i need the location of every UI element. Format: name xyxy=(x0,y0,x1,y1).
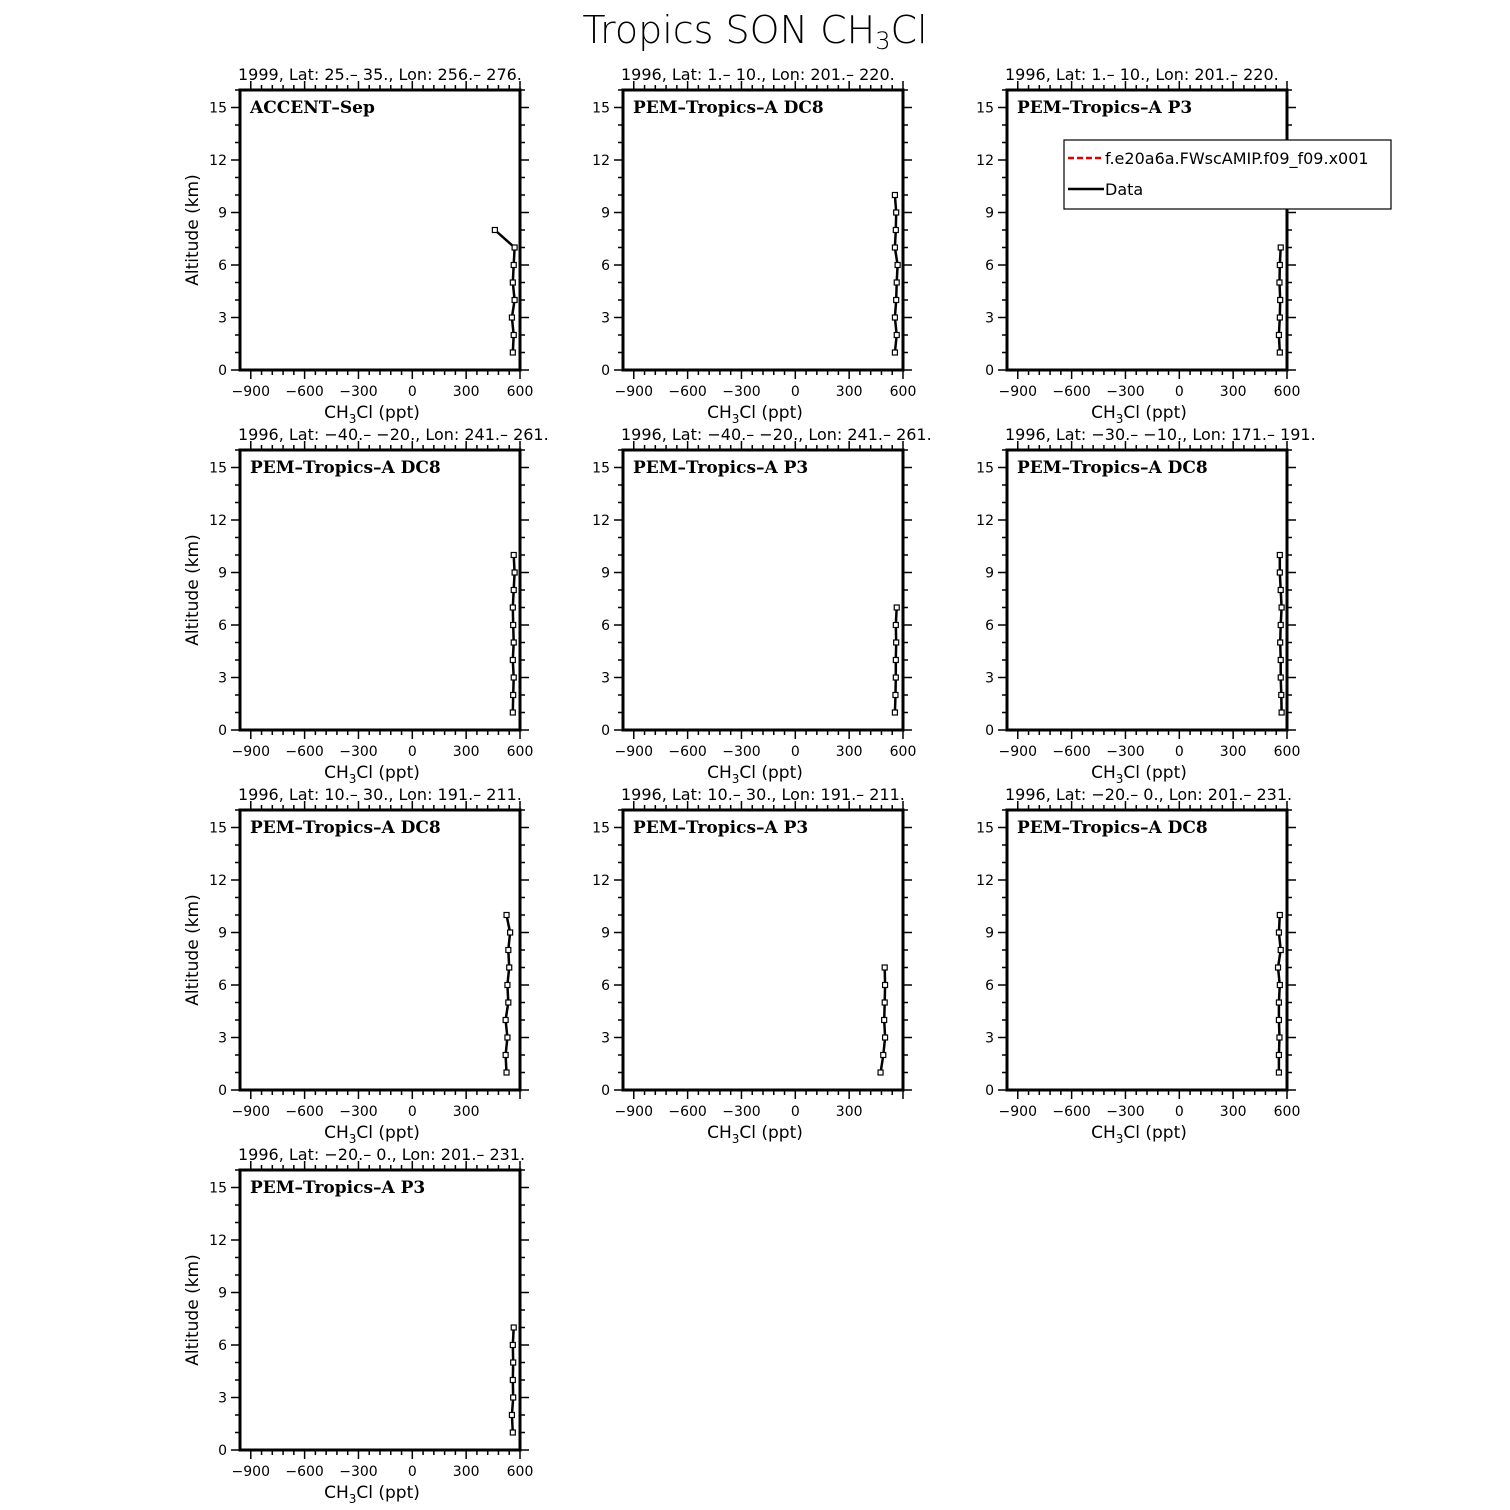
data-point-marker xyxy=(492,228,497,233)
x-tick-label: 600 xyxy=(506,744,534,760)
x-tick-label: 300 xyxy=(1219,384,1247,400)
y-tick-label: 9 xyxy=(601,925,610,942)
x-tick-label: −300 xyxy=(722,1104,761,1120)
data-point-marker xyxy=(1276,1070,1281,1075)
panel-1 xyxy=(183,65,533,426)
data-point-marker xyxy=(508,930,513,935)
x-tick-label: −300 xyxy=(339,744,378,760)
x-tick-label: 300 xyxy=(835,744,863,760)
x-tick-label: 300 xyxy=(452,1464,480,1480)
x-tick-label: −900 xyxy=(614,384,653,400)
x-axis-label-subscript: 3 xyxy=(731,1132,740,1146)
x-tick-label: 300 xyxy=(452,744,480,760)
data-point-marker xyxy=(510,605,515,610)
y-tick-label: 9 xyxy=(218,1285,227,1302)
data-point-marker xyxy=(503,1053,508,1058)
panel-header: 1996, Lat: −40.– −20., Lon: 241.– 261. xyxy=(621,425,932,444)
x-axis-label-main: CH xyxy=(707,403,732,423)
x-axis-label-end: Cl (ppt) xyxy=(356,403,420,423)
data-point-marker xyxy=(512,570,517,575)
y-tick-label: 12 xyxy=(209,153,227,169)
panel-header: 1996, Lat: −30.– −10., Lon: 171.– 191. xyxy=(1005,425,1316,444)
y-tick-label: 9 xyxy=(218,205,227,222)
x-axis-label-subscript: 3 xyxy=(1115,772,1124,786)
legend xyxy=(1064,140,1391,209)
panel-7 xyxy=(183,785,529,1146)
x-axis-label-main: CH xyxy=(1091,403,1116,423)
y-axis-label: Altitude (km) xyxy=(183,534,203,646)
x-axis-label-subscript: 3 xyxy=(731,772,740,786)
x-tick-label: 0 xyxy=(790,744,800,760)
data-point-marker xyxy=(895,263,900,268)
data-point-marker xyxy=(882,1018,887,1023)
data-point-marker xyxy=(504,1070,509,1075)
y-axis-label: Altitude (km) xyxy=(183,174,203,286)
data-point-marker xyxy=(512,298,517,303)
y-tick-label: 0 xyxy=(985,363,994,379)
panel-header: 1996, Lat: 1.– 10., Lon: 201.– 220. xyxy=(1005,65,1279,84)
data-point-marker xyxy=(1278,948,1283,953)
x-tick-label: −600 xyxy=(1052,384,1091,400)
x-axis-label-end: Cl (ppt) xyxy=(739,763,803,783)
x-tick-label: 300 xyxy=(835,384,863,400)
x-tick-label: −300 xyxy=(1106,744,1145,760)
data-point-marker xyxy=(510,658,515,663)
y-tick-label: 9 xyxy=(985,565,994,582)
x-tick-label: 600 xyxy=(1273,744,1301,760)
x-axis-label-main: CH xyxy=(324,763,349,783)
panel-label: PEM–Tropics–A P3 xyxy=(1017,98,1193,118)
data-point-marker xyxy=(510,1378,515,1383)
y-tick-label: 12 xyxy=(592,513,610,529)
y-tick-label: 0 xyxy=(985,723,994,739)
data-point-marker xyxy=(510,710,515,715)
panel-label: PEM–Tropics–A DC8 xyxy=(250,818,441,838)
x-tick-label: −600 xyxy=(1052,1104,1091,1120)
x-tick-label: 300 xyxy=(1219,1104,1247,1120)
x-tick-label: 600 xyxy=(1273,384,1301,400)
data-point-marker xyxy=(511,675,516,680)
x-tick-label: 600 xyxy=(889,384,917,400)
panel-header: 1996, Lat: 1.– 10., Lon: 201.– 220. xyxy=(621,65,895,84)
x-axis-label-end: Cl (ppt) xyxy=(1123,403,1187,423)
x-tick-label: −900 xyxy=(998,744,1037,760)
y-tick-label: 6 xyxy=(601,978,610,994)
data-point-marker xyxy=(1277,1035,1282,1040)
y-tick-label: 6 xyxy=(601,618,610,634)
data-point-marker xyxy=(1277,913,1282,918)
x-tick-label: 0 xyxy=(790,384,800,400)
x-tick-label: −300 xyxy=(1106,384,1145,400)
data-point-marker xyxy=(511,263,516,268)
y-tick-label: 6 xyxy=(218,618,227,634)
title-subscript: 3 xyxy=(875,27,891,55)
x-tick-label: 600 xyxy=(506,384,534,400)
data-point-marker xyxy=(1278,298,1283,303)
panel-header: 1996, Lat: −40.– −20., Lon: 241.– 261. xyxy=(238,425,549,444)
y-tick-label: 15 xyxy=(209,100,227,117)
data-point-marker xyxy=(511,1325,516,1330)
y-tick-label: 15 xyxy=(592,100,610,117)
x-axis-label xyxy=(324,403,420,426)
plot-frame xyxy=(623,810,903,1090)
x-tick-label: −600 xyxy=(285,744,324,760)
x-tick-label: −300 xyxy=(339,384,378,400)
data-point-marker xyxy=(504,913,509,918)
x-tick-label: −600 xyxy=(285,1464,324,1480)
x-tick-label: −300 xyxy=(722,384,761,400)
data-point-marker xyxy=(1276,1000,1281,1005)
y-tick-label: 0 xyxy=(218,1443,227,1459)
data-profile-line xyxy=(1280,555,1282,713)
x-tick-label: −600 xyxy=(668,1104,707,1120)
y-tick-label: 15 xyxy=(976,100,994,117)
y-tick-label: 3 xyxy=(601,670,610,687)
y-tick-label: 6 xyxy=(218,258,227,274)
y-tick-label: 12 xyxy=(209,873,227,889)
plot-frame xyxy=(240,1170,520,1450)
x-axis-label xyxy=(1091,403,1187,426)
x-axis-label xyxy=(707,763,803,786)
y-tick-label: 6 xyxy=(218,978,227,994)
panel-9 xyxy=(976,785,1300,1146)
data-point-marker xyxy=(510,1343,515,1348)
y-tick-label: 9 xyxy=(601,205,610,222)
data-point-marker xyxy=(510,350,515,355)
data-point-marker xyxy=(892,710,897,715)
x-tick-label: −600 xyxy=(668,384,707,400)
plot-frame xyxy=(1007,810,1287,1090)
data-profile-line xyxy=(513,555,515,713)
plot-frame xyxy=(623,90,903,370)
x-tick-label: 0 xyxy=(407,1464,417,1480)
data-point-marker xyxy=(894,605,899,610)
data-point-marker xyxy=(1279,605,1284,610)
y-tick-label: 9 xyxy=(985,925,994,942)
data-point-marker xyxy=(1278,623,1283,628)
plot-frame xyxy=(623,450,903,730)
x-tick-label: 600 xyxy=(1273,1104,1301,1120)
data-point-marker xyxy=(882,1000,887,1005)
y-tick-label: 12 xyxy=(592,153,610,169)
legend-data-label: Data xyxy=(1105,180,1144,199)
x-tick-label: −900 xyxy=(614,1104,653,1120)
x-tick-label: −600 xyxy=(285,1104,324,1120)
x-tick-label: −300 xyxy=(339,1104,378,1120)
data-point-marker xyxy=(1277,553,1282,558)
y-tick-label: 15 xyxy=(976,460,994,477)
y-axis-label: Altitude (km) xyxy=(183,1254,203,1366)
data-point-marker xyxy=(893,623,898,628)
y-tick-label: 0 xyxy=(218,1083,227,1099)
data-point-marker xyxy=(511,640,516,645)
x-axis-label xyxy=(324,1123,420,1146)
data-point-marker xyxy=(507,965,512,970)
x-tick-label: 0 xyxy=(1174,1104,1184,1120)
y-tick-label: 15 xyxy=(209,820,227,837)
data-point-marker xyxy=(512,245,517,250)
x-axis-label-main: CH xyxy=(1091,1123,1116,1143)
panel-label: PEM–Tropics–A P3 xyxy=(250,1178,426,1198)
data-point-marker xyxy=(1279,693,1284,698)
data-point-marker xyxy=(511,1360,516,1365)
data-point-marker xyxy=(892,350,897,355)
y-tick-label: 3 xyxy=(218,1030,227,1047)
x-tick-label: 600 xyxy=(889,744,917,760)
data-point-marker xyxy=(893,228,898,233)
x-axis-label-subscript: 3 xyxy=(1115,412,1124,426)
data-point-marker xyxy=(503,1018,508,1023)
title-main: Tropics SON CH xyxy=(582,8,876,52)
y-tick-label: 0 xyxy=(218,363,227,379)
data-point-marker xyxy=(1279,710,1284,715)
y-tick-label: 9 xyxy=(601,565,610,582)
data-point-marker xyxy=(511,553,516,558)
x-axis-label-subscript: 3 xyxy=(348,1492,357,1506)
y-tick-label: 0 xyxy=(601,363,610,379)
panel-header: 1996, Lat: 10.– 30., Lon: 191.– 211. xyxy=(238,785,522,804)
data-point-marker xyxy=(1277,315,1282,320)
legend-model-label: f.e20a6a.FWscAMIP.f09_f09.x001 xyxy=(1105,149,1369,168)
y-tick-label: 15 xyxy=(592,460,610,477)
panel-4 xyxy=(183,425,549,786)
data-point-marker xyxy=(1277,263,1282,268)
panel-label: PEM–Tropics–A P3 xyxy=(633,458,809,478)
y-tick-label: 3 xyxy=(985,310,994,327)
data-point-marker xyxy=(893,675,898,680)
x-tick-label: 0 xyxy=(790,1104,800,1120)
data-point-marker xyxy=(894,298,899,303)
y-tick-label: 9 xyxy=(218,565,227,582)
data-point-marker xyxy=(1277,350,1282,355)
data-point-marker xyxy=(893,658,898,663)
x-tick-label: 0 xyxy=(407,384,417,400)
data-point-marker xyxy=(1276,930,1281,935)
x-axis-label-end: Cl (ppt) xyxy=(356,763,420,783)
plot-frame xyxy=(240,90,520,370)
data-point-marker xyxy=(1276,1053,1281,1058)
data-point-marker xyxy=(894,640,899,645)
x-tick-label: 600 xyxy=(506,1464,534,1480)
y-tick-label: 15 xyxy=(976,820,994,837)
y-tick-label: 6 xyxy=(601,258,610,274)
x-axis-label-end: Cl (ppt) xyxy=(739,403,803,423)
panel-10 xyxy=(183,1145,533,1506)
data-point-marker xyxy=(509,315,514,320)
x-axis-label xyxy=(707,1123,803,1146)
data-point-marker xyxy=(883,1035,888,1040)
x-axis-label xyxy=(1091,1123,1187,1146)
data-point-marker xyxy=(511,333,516,338)
data-point-marker xyxy=(505,1035,510,1040)
y-tick-label: 15 xyxy=(209,460,227,477)
data-point-marker xyxy=(506,1000,511,1005)
data-point-marker xyxy=(883,983,888,988)
x-axis-label-subscript: 3 xyxy=(348,1132,357,1146)
y-tick-label: 3 xyxy=(218,1390,227,1407)
data-point-marker xyxy=(878,1070,883,1075)
x-axis-label xyxy=(1091,763,1187,786)
panel-label: PEM–Tropics–A DC8 xyxy=(633,98,824,118)
x-tick-label: −900 xyxy=(998,1104,1037,1120)
y-tick-label: 12 xyxy=(209,513,227,529)
y-tick-label: 0 xyxy=(985,1083,994,1099)
x-tick-label: −600 xyxy=(285,384,324,400)
x-tick-label: −600 xyxy=(668,744,707,760)
y-tick-label: 9 xyxy=(218,925,227,942)
data-point-marker xyxy=(892,193,897,198)
x-axis-label-main: CH xyxy=(324,1123,349,1143)
y-tick-label: 6 xyxy=(218,1338,227,1354)
data-point-marker xyxy=(1276,1018,1281,1023)
x-axis-label-subscript: 3 xyxy=(348,412,357,426)
y-tick-label: 12 xyxy=(976,153,994,169)
data-point-marker xyxy=(881,1053,886,1058)
y-tick-label: 3 xyxy=(218,670,227,687)
panel-8 xyxy=(592,785,912,1146)
panel-label: PEM–Tropics–A DC8 xyxy=(1017,818,1208,838)
x-axis-label xyxy=(324,763,420,786)
y-tick-label: 3 xyxy=(985,1030,994,1047)
data-point-marker xyxy=(510,1430,515,1435)
x-tick-label: −900 xyxy=(231,1104,270,1120)
panel-label: PEM–Tropics–A DC8 xyxy=(250,458,441,478)
data-point-marker xyxy=(509,1413,514,1418)
x-tick-label: −900 xyxy=(231,1464,270,1480)
data-point-marker xyxy=(1278,658,1283,663)
x-axis-label xyxy=(707,403,803,426)
y-tick-label: 6 xyxy=(985,258,994,274)
data-point-marker xyxy=(892,245,897,250)
data-point-marker xyxy=(894,280,899,285)
data-point-marker xyxy=(882,965,887,970)
x-axis-label-subscript: 3 xyxy=(1115,1132,1124,1146)
y-tick-label: 12 xyxy=(976,513,994,529)
x-tick-label: −300 xyxy=(1106,1104,1145,1120)
data-point-marker xyxy=(511,693,516,698)
x-axis-label-subscript: 3 xyxy=(731,412,740,426)
data-profile-line xyxy=(1278,915,1281,1073)
y-tick-label: 12 xyxy=(976,873,994,889)
x-tick-label: 0 xyxy=(407,1104,417,1120)
x-axis-label-subscript: 3 xyxy=(348,772,357,786)
x-axis-label-main: CH xyxy=(707,763,732,783)
y-tick-label: 6 xyxy=(985,978,994,994)
y-tick-label: 3 xyxy=(601,310,610,327)
x-tick-label: −600 xyxy=(1052,744,1091,760)
x-tick-label: 300 xyxy=(452,384,480,400)
x-tick-label: 0 xyxy=(407,744,417,760)
x-tick-label: −300 xyxy=(722,744,761,760)
y-tick-label: 0 xyxy=(218,723,227,739)
data-point-marker xyxy=(893,693,898,698)
x-axis-label-end: Cl (ppt) xyxy=(356,1123,420,1143)
plot-frame xyxy=(1007,90,1287,370)
panel-header: 1999, Lat: 25.– 35., Lon: 256.– 276. xyxy=(238,65,522,84)
panel-label: PEM–Tropics–A P3 xyxy=(633,818,809,838)
data-point-marker xyxy=(1278,245,1283,250)
data-point-marker xyxy=(1278,588,1283,593)
y-tick-label: 3 xyxy=(218,310,227,327)
panel-label: PEM–Tropics–A DC8 xyxy=(1017,458,1208,478)
panel-6 xyxy=(976,425,1316,786)
data-point-marker xyxy=(894,210,899,215)
data-point-marker xyxy=(505,983,510,988)
data-point-marker xyxy=(511,623,516,628)
x-axis-label xyxy=(324,1483,420,1506)
panel-header: 1996, Lat: −20.– 0., Lon: 201.– 231. xyxy=(1005,785,1293,804)
data-point-marker xyxy=(511,1395,516,1400)
plot-frame xyxy=(240,810,520,1090)
y-tick-label: 12 xyxy=(592,873,610,889)
y-tick-label: 6 xyxy=(985,618,994,634)
x-tick-label: −900 xyxy=(998,384,1037,400)
plot-frame xyxy=(240,450,520,730)
data-profile-line xyxy=(895,195,898,353)
panel-header: 1996, Lat: −20.– 0., Lon: 201.– 231. xyxy=(238,1145,526,1164)
y-tick-label: 12 xyxy=(209,1233,227,1249)
y-tick-label: 0 xyxy=(601,1083,610,1099)
data-point-marker xyxy=(894,333,899,338)
data-point-marker xyxy=(1278,675,1283,680)
data-point-marker xyxy=(1277,983,1282,988)
panel-label: ACCENT–Sep xyxy=(250,98,375,118)
x-axis-label-main: CH xyxy=(1091,763,1116,783)
x-tick-label: 0 xyxy=(1174,744,1184,760)
data-point-marker xyxy=(1277,280,1282,285)
data-point-marker xyxy=(1276,965,1281,970)
x-axis-label-end: Cl (ppt) xyxy=(739,1123,803,1143)
x-tick-label: 300 xyxy=(835,1104,863,1120)
x-axis-label-end: Cl (ppt) xyxy=(1123,1123,1187,1143)
x-axis-label-main: CH xyxy=(324,403,349,423)
x-tick-label: 300 xyxy=(452,1104,480,1120)
y-tick-label: 15 xyxy=(592,820,610,837)
y-tick-label: 3 xyxy=(601,1030,610,1047)
data-point-marker xyxy=(1278,640,1283,645)
panel-5 xyxy=(592,425,932,786)
y-tick-label: 3 xyxy=(985,670,994,687)
data-point-marker xyxy=(510,280,515,285)
x-axis-label-end: Cl (ppt) xyxy=(356,1483,420,1503)
x-axis-label-end: Cl (ppt) xyxy=(1123,763,1187,783)
y-tick-label: 15 xyxy=(209,1180,227,1197)
panel-2 xyxy=(592,65,916,426)
y-tick-label: 0 xyxy=(601,723,610,739)
data-point-marker xyxy=(892,315,897,320)
x-tick-label: 300 xyxy=(1219,744,1247,760)
y-axis-label: Altitude (km) xyxy=(183,894,203,1006)
x-tick-label: −900 xyxy=(231,744,270,760)
data-point-marker xyxy=(511,588,516,593)
x-tick-label: −900 xyxy=(614,744,653,760)
y-tick-label: 9 xyxy=(985,205,994,222)
data-point-marker xyxy=(506,948,511,953)
data-profile-line xyxy=(506,915,511,1073)
data-point-marker xyxy=(1277,570,1282,575)
x-tick-label: 0 xyxy=(1174,384,1184,400)
title-end: Cl xyxy=(890,8,928,52)
x-axis-label-main: CH xyxy=(324,1483,349,1503)
panel-3 xyxy=(976,65,1300,426)
x-axis-label-main: CH xyxy=(707,1123,732,1143)
x-tick-label: −300 xyxy=(339,1464,378,1480)
panel-header: 1996, Lat: 10.– 30., Lon: 191.– 211. xyxy=(621,785,905,804)
plot-frame xyxy=(1007,450,1287,730)
x-tick-label: −900 xyxy=(231,384,270,400)
data-point-marker xyxy=(1276,333,1281,338)
